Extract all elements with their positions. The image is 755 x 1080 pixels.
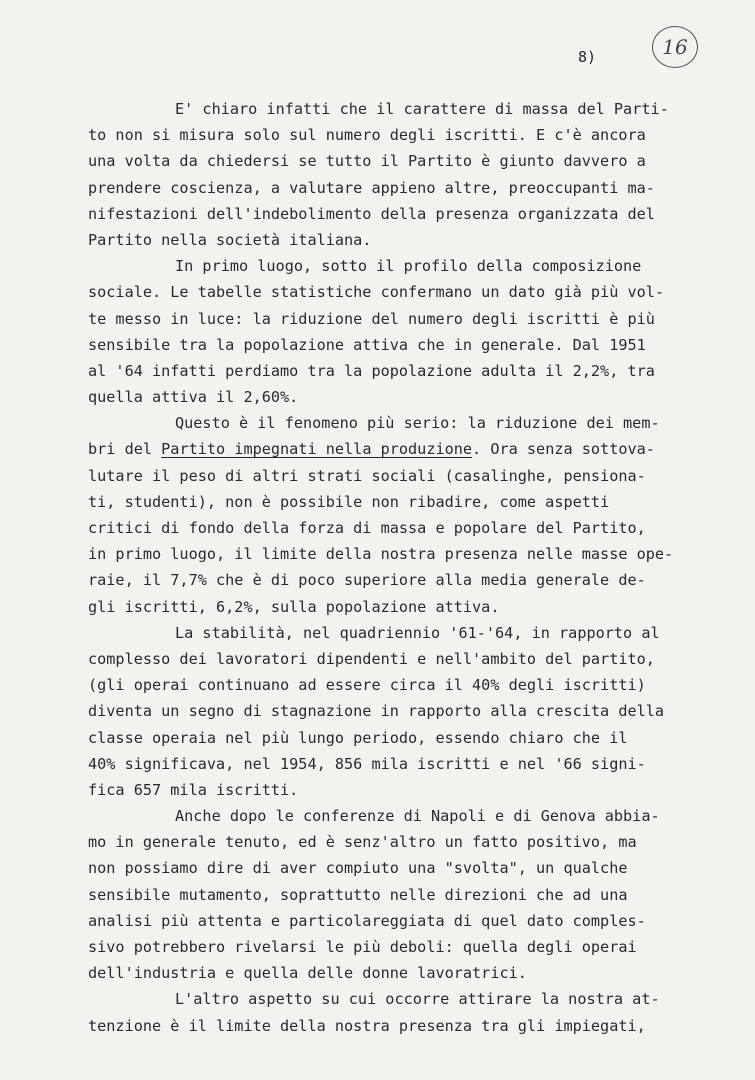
text-line: te messo in luce: la riduzione del numero degli iscritti è più <box>88 309 655 328</box>
text-line: La stabilità, nel quadriennio '61-'64, in rapporto al <box>175 623 660 642</box>
text-line: una volta da chiedersi se tutto il Partito è giunto davvero a <box>88 152 646 171</box>
text-line: diventa un segno di stagnazione in rapporto alla crescita della <box>88 702 665 721</box>
text-line: classe operaia nel più lungo periodo, essendo chiaro che il <box>88 728 628 747</box>
text-line: dell'industria e quella delle donne lavoratrici. <box>88 964 527 983</box>
text-line: Questo è il fenomeno più serio: la riduzione dei mem- <box>175 414 660 433</box>
text-line: Anche dopo le conferenze di Napoli e di Genova abbia- <box>175 807 660 826</box>
text-line: sensibile mutamento, soprattutto nelle direzioni che ad una <box>88 885 628 904</box>
text-line: 40% significava, nel 1954, 856 mila iscritti e nel '66 signi- <box>88 754 646 773</box>
text-line: E' chiaro infatti che il carattere di massa del Parti- <box>175 100 669 118</box>
text-line: raie, il 7,7% che è di poco superiore alla media generale de- <box>88 571 646 590</box>
text-line: nifestazioni dell'indebolimento della presenza organizzata del <box>88 204 655 223</box>
text-line: analisi più attenta e particolareggiata di quel dato comples- <box>88 911 646 930</box>
text-line: sensibile tra la popolazione attiva che in generale. Dal 1951 <box>88 335 646 354</box>
text-line: critici di fondo della forza di massa e popolare del Partito, <box>88 519 646 537</box>
text-line: Partito nella società italiana. <box>88 230 372 249</box>
text-line: gli iscritti, 6,2%, sulla popolazione attiva. <box>88 597 500 616</box>
text-line: quella attiva il 2,60%. <box>88 388 299 407</box>
text-line: ti, studenti), non è possibile non ribadire, come aspetti <box>88 492 610 511</box>
text-line: L'altro aspetto su cui occorre attirare la nostra at- <box>175 990 660 1009</box>
text-line: in primo luogo, il limite della nostra presenza nelle masse ope- <box>88 545 674 564</box>
underlined-phrase: Partito impegnati nella produzione <box>161 440 473 459</box>
circled-number-stamp: 16 <box>652 26 698 68</box>
text-line: sociale. Le tabelle statistiche confermano un dato già più vol- <box>88 283 665 302</box>
text-line: to non si misura solo sul numero degli iscritti. E c'è ancora <box>88 126 646 145</box>
text-line: prendere coscienza, a valutare appieno altre, preoccupanti ma- <box>88 178 655 197</box>
body-text <box>88 96 674 1039</box>
text-line: (gli operai continuano ad essere circa il 40% degli iscritti) <box>88 676 646 695</box>
text-line: In primo luogo, sotto il profilo della composizione <box>175 257 642 276</box>
text-line: al '64 infatti perdiamo tra la popolazione adulta il 2,2%, tra <box>88 361 655 380</box>
text-line: tenzione è il limite della nostra presenza tra gli impiegati, <box>88 1016 646 1035</box>
page-number: 8) <box>578 48 597 66</box>
text-line: sivo potrebbero rivelarsi le più deboli: quella degli operai <box>88 938 637 956</box>
text-line: fica 657 mila iscritti. <box>88 780 299 799</box>
text-line: mo in generale tenuto, ed è senz'altro un fatto positivo, ma <box>88 833 637 852</box>
text-line: non possiamo dire di aver compiuto una "svolta", un qualche <box>88 859 628 878</box>
text-line: lutare il peso di altri strati sociali (casalinghe, pensiona- <box>88 466 646 485</box>
text-line: complesso dei lavoratori dipendenti e nell'ambito del partito, <box>88 649 655 668</box>
text-line-underlined: bri del Partito impegnati nella produzione. Ora senza sottova- <box>88 440 655 459</box>
